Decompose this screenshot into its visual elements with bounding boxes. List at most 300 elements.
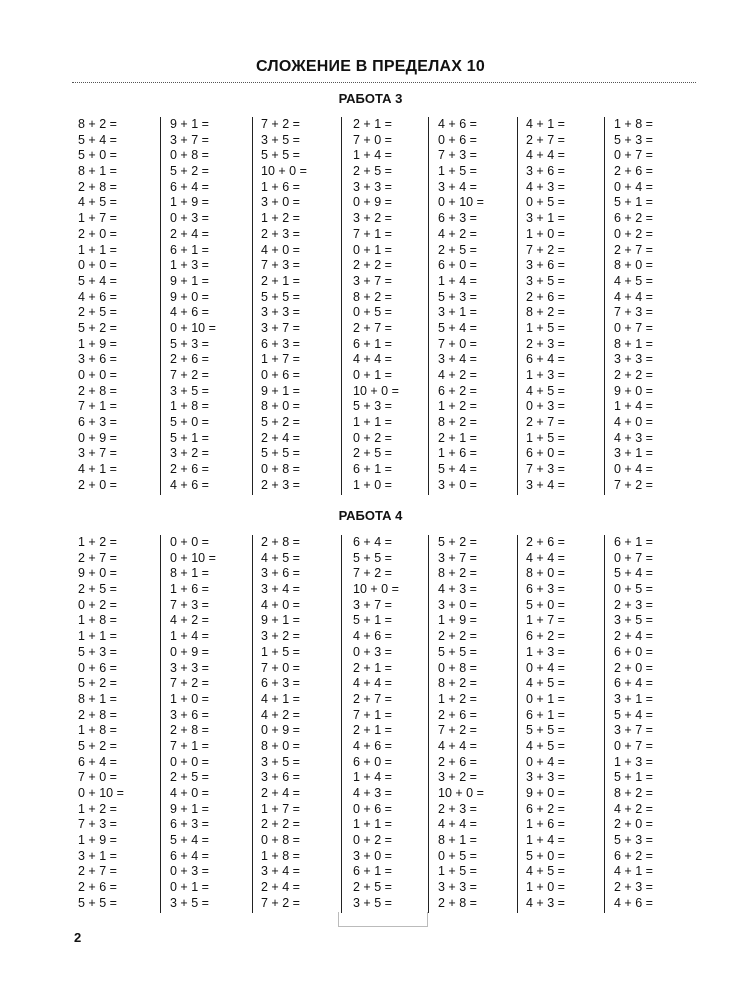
- equation: 2 + 8 =: [78, 383, 117, 398]
- column-divider: [604, 117, 605, 495]
- equation: 0 + 10 =: [170, 550, 216, 565]
- equation: 5 + 2 =: [78, 738, 117, 753]
- equation: 2 + 4 =: [261, 880, 300, 895]
- equation: 2 + 1 =: [438, 430, 477, 445]
- equation: 4 + 5 =: [614, 273, 653, 288]
- equation: 2 + 6 =: [170, 462, 209, 477]
- equation: 2 + 7 =: [353, 691, 392, 706]
- equation: 6 + 0 =: [526, 446, 565, 461]
- equation: 7 + 3 =: [614, 305, 653, 320]
- equation: 1 + 1 =: [353, 817, 392, 832]
- equation: 3 + 3 =: [526, 770, 565, 785]
- equation: 2 + 3 =: [438, 801, 477, 816]
- exercise-list: [170, 535, 255, 912]
- exercise-list: [614, 117, 698, 494]
- equation: 0 + 4 =: [526, 754, 565, 769]
- equation: 5 + 4 =: [438, 320, 477, 335]
- equation: 3 + 5 =: [353, 895, 392, 910]
- equation: 4 + 1 =: [526, 117, 565, 131]
- equation: 4 + 6 =: [78, 289, 117, 304]
- equation: 0 + 1 =: [526, 691, 565, 706]
- equation: 0 + 9 =: [261, 723, 300, 738]
- equation: 3 + 5 =: [170, 895, 209, 910]
- section-heading-3: РАБОТА 3: [338, 91, 403, 106]
- equation: 6 + 3 =: [526, 582, 565, 597]
- equation: 2 + 5 =: [78, 582, 117, 597]
- equation: 0 + 5 =: [438, 848, 477, 863]
- column-divider: [517, 535, 518, 913]
- exercise-column: [438, 535, 523, 912]
- equation: 0 + 3 =: [526, 399, 565, 414]
- equation: 1 + 5 =: [438, 864, 477, 879]
- equation: 4 + 3 =: [614, 430, 653, 445]
- equation: 7 + 3 =: [526, 462, 565, 477]
- equation: 7 + 2 =: [526, 242, 565, 257]
- equation: 6 + 4 =: [78, 754, 117, 769]
- equation: 5 + 4 =: [78, 273, 117, 288]
- equation: 4 + 2 =: [438, 226, 477, 241]
- equation: 8 + 2 =: [438, 676, 477, 691]
- equation: 0 + 1 =: [353, 242, 392, 257]
- equation: 7 + 0 =: [353, 132, 392, 147]
- equation: 4 + 6 =: [170, 305, 209, 320]
- exercise-list: [261, 535, 346, 912]
- equation: 0 + 6 =: [353, 801, 392, 816]
- equation: 0 + 6 =: [261, 368, 300, 382]
- equation: 2 + 4 =: [261, 430, 300, 445]
- equation: 5 + 0 =: [526, 597, 565, 612]
- equation: 5 + 3 =: [78, 644, 117, 659]
- exercise-column: [438, 117, 523, 494]
- equation: 0 + 6 =: [78, 660, 117, 675]
- equation: 2 + 1 =: [353, 117, 392, 131]
- equation: 6 + 2 =: [614, 211, 653, 226]
- equation: 2 + 8 =: [78, 707, 117, 722]
- equation: 3 + 7 =: [438, 550, 477, 565]
- equation: 3 + 1 =: [78, 848, 117, 863]
- equation: 1 + 6 =: [438, 446, 477, 461]
- section-heading-4: РАБОТА 4: [338, 508, 403, 523]
- equation: 0 + 5 =: [614, 582, 653, 597]
- equation: 0 + 0 =: [170, 754, 209, 769]
- dotted-divider: [72, 82, 696, 83]
- equation: 4 + 4 =: [353, 352, 392, 367]
- equation: 2 + 8 =: [78, 179, 117, 194]
- equation: 3 + 2 =: [438, 770, 477, 785]
- column-divider: [160, 535, 161, 913]
- equation: 2 + 6 =: [614, 164, 653, 179]
- equation: 5 + 4 =: [170, 833, 209, 848]
- equation: 1 + 4 =: [614, 399, 653, 414]
- equation: 1 + 4 =: [353, 148, 392, 163]
- equation: 3 + 4 =: [438, 179, 477, 194]
- equation: 3 + 7 =: [353, 597, 392, 612]
- equation: 3 + 6 =: [261, 566, 300, 581]
- equation: 8 + 0 =: [614, 258, 653, 273]
- equation: 3 + 6 =: [78, 352, 117, 367]
- equation: 2 + 4 =: [170, 226, 209, 241]
- equation: 3 + 3 =: [614, 352, 653, 367]
- equation: 4 + 2 =: [261, 707, 300, 722]
- equation: 5 + 1 =: [170, 430, 209, 445]
- equation: 5 + 0 =: [526, 848, 565, 863]
- equation: 2 + 5 =: [353, 164, 392, 179]
- equation: 10 + 0 =: [438, 786, 484, 800]
- equation: 1 + 0 =: [170, 691, 209, 706]
- equation: 3 + 6 =: [526, 164, 565, 179]
- equation: 7 + 2 =: [261, 117, 300, 131]
- equation: 0 + 5 =: [526, 195, 565, 210]
- equation: 0 + 1 =: [170, 880, 209, 895]
- equation: 2 + 0 =: [614, 817, 653, 832]
- equation: 3 + 6 =: [526, 258, 565, 273]
- equation: 7 + 3 =: [261, 258, 300, 273]
- equation: 2 + 3 =: [614, 880, 653, 895]
- equation: 1 + 3 =: [526, 644, 565, 659]
- equation: 7 + 2 =: [353, 566, 392, 581]
- equation: 3 + 5 =: [170, 383, 209, 398]
- equation: 1 + 5 =: [261, 644, 300, 659]
- equation: 5 + 1 =: [614, 770, 653, 785]
- equation: 5 + 5 =: [526, 723, 565, 738]
- equation: 6 + 1 =: [353, 336, 392, 351]
- equation: 1 + 3 =: [614, 754, 653, 769]
- equation: 2 + 6 =: [78, 880, 117, 895]
- equation: 0 + 7 =: [614, 148, 653, 163]
- equation: 2 + 1 =: [353, 660, 392, 675]
- equation: 1 + 8 =: [78, 723, 117, 738]
- equation: 3 + 7 =: [78, 446, 117, 461]
- equation: 2 + 1 =: [353, 723, 392, 738]
- equation: 3 + 0 =: [438, 597, 477, 612]
- equation: 2 + 0 =: [614, 660, 653, 675]
- equation: 8 + 2 =: [526, 305, 565, 320]
- equation: 1 + 9 =: [170, 195, 209, 210]
- equation: 0 + 0 =: [78, 368, 117, 382]
- equation: 1 + 0 =: [353, 477, 392, 492]
- equation: 6 + 3 =: [78, 415, 117, 430]
- equation: 8 + 1 =: [438, 833, 477, 848]
- equation: 1 + 4 =: [353, 770, 392, 785]
- equation: 9 + 1 =: [261, 383, 300, 398]
- equation: 7 + 2 =: [170, 368, 209, 382]
- equation: 6 + 2 =: [614, 848, 653, 863]
- equation: 4 + 3 =: [353, 786, 392, 800]
- equation: 5 + 5 =: [78, 895, 117, 910]
- equation: 1 + 2 =: [438, 691, 477, 706]
- equation: 6 + 4 =: [170, 848, 209, 863]
- exercise-column: [261, 117, 346, 494]
- equation: 1 + 7 =: [261, 352, 300, 367]
- equation: 6 + 1 =: [353, 462, 392, 477]
- equation: 5 + 3 =: [438, 289, 477, 304]
- equation: 3 + 5 =: [261, 132, 300, 147]
- equation: 6 + 1 =: [614, 535, 653, 549]
- equation: 4 + 4 =: [526, 148, 565, 163]
- equation: 4 + 0 =: [261, 597, 300, 612]
- equation: 8 + 2 =: [438, 415, 477, 430]
- equation: 0 + 8 =: [438, 660, 477, 675]
- equation: 3 + 3 =: [353, 179, 392, 194]
- equation: 2 + 4 =: [614, 629, 653, 644]
- exercise-column: [170, 117, 255, 494]
- equation: 0 + 4 =: [526, 660, 565, 675]
- equation: 5 + 3 =: [614, 132, 653, 147]
- equation: 8 + 0 =: [526, 566, 565, 581]
- exercise-column: [614, 117, 698, 494]
- equation: 0 + 6 =: [438, 132, 477, 147]
- equation: 2 + 8 =: [438, 895, 477, 910]
- equation: 2 + 3 =: [261, 477, 300, 492]
- equation: 5 + 5 =: [261, 289, 300, 304]
- equation: 0 + 8 =: [261, 833, 300, 848]
- exercise-column: [78, 535, 158, 912]
- equation: 3 + 2 =: [261, 629, 300, 644]
- equation: 3 + 5 =: [614, 613, 653, 628]
- equation: 7 + 1 =: [78, 399, 117, 414]
- equation: 4 + 3 =: [526, 895, 565, 910]
- equation: 3 + 7 =: [614, 723, 653, 738]
- equation: 3 + 4 =: [261, 582, 300, 597]
- equation: 9 + 0 =: [526, 786, 565, 800]
- equation: 6 + 3 =: [438, 211, 477, 226]
- column-divider: [252, 535, 253, 913]
- equation: 3 + 1 =: [526, 211, 565, 226]
- equation: 7 + 2 =: [170, 676, 209, 691]
- equation: 6 + 4 =: [614, 676, 653, 691]
- equation: 1 + 1 =: [78, 629, 117, 644]
- equation: 7 + 3 =: [170, 597, 209, 612]
- equation: 6 + 4 =: [170, 179, 209, 194]
- equation: 9 + 1 =: [170, 117, 209, 131]
- equation: 1 + 4 =: [526, 833, 565, 848]
- equation: 0 + 4 =: [614, 462, 653, 477]
- equation: 4 + 6 =: [614, 895, 653, 910]
- equation: 1 + 8 =: [78, 613, 117, 628]
- equation: 0 + 7 =: [614, 738, 653, 753]
- equation: 8 + 2 =: [438, 566, 477, 581]
- equation: 2 + 3 =: [526, 336, 565, 351]
- equation: 5 + 4 =: [614, 707, 653, 722]
- equation: 1 + 9 =: [438, 613, 477, 628]
- equation: 6 + 3 =: [170, 817, 209, 832]
- equation: 4 + 1 =: [78, 462, 117, 477]
- column-divider: [341, 117, 342, 495]
- equation: 2 + 7 =: [78, 864, 117, 879]
- equation: 9 + 1 =: [170, 801, 209, 816]
- equation: 4 + 5 =: [78, 195, 117, 210]
- equation: 1 + 2 =: [261, 211, 300, 226]
- equation: 0 + 8 =: [261, 462, 300, 477]
- equation: 3 + 4 =: [261, 864, 300, 879]
- equation: 3 + 5 =: [261, 754, 300, 769]
- column-divider: [604, 535, 605, 913]
- equation: 1 + 3 =: [526, 368, 565, 382]
- equation: 4 + 6 =: [170, 477, 209, 492]
- equation: 0 + 10 =: [78, 786, 124, 800]
- equation: 10 + 0 =: [353, 582, 399, 597]
- equation: 3 + 2 =: [170, 446, 209, 461]
- equation: 5 + 2 =: [170, 164, 209, 179]
- equation: 2 + 6 =: [526, 289, 565, 304]
- equation: 4 + 6 =: [353, 738, 392, 753]
- equation: 1 + 3 =: [170, 258, 209, 273]
- equation: 2 + 8 =: [170, 723, 209, 738]
- equation: 1 + 9 =: [78, 833, 117, 848]
- equation: 5 + 4 =: [438, 462, 477, 477]
- equation: 1 + 7 =: [261, 801, 300, 816]
- equation: 0 + 1 =: [353, 368, 392, 382]
- exercise-list: [438, 535, 523, 912]
- equation: 8 + 1 =: [614, 336, 653, 351]
- equation: 5 + 5 =: [438, 644, 477, 659]
- equation: 4 + 4 =: [526, 550, 565, 565]
- equation: 4 + 4 =: [353, 676, 392, 691]
- equation: 2 + 2 =: [438, 629, 477, 644]
- equation: 1 + 8 =: [261, 848, 300, 863]
- equation: 2 + 7 =: [78, 550, 117, 565]
- equation: 7 + 0 =: [261, 660, 300, 675]
- equation: 2 + 7 =: [526, 415, 565, 430]
- equation: 2 + 6 =: [170, 352, 209, 367]
- equation: 4 + 4 =: [614, 289, 653, 304]
- equation: 1 + 5 =: [438, 164, 477, 179]
- equation: 6 + 2 =: [526, 629, 565, 644]
- equation: 10 + 0 =: [353, 383, 399, 398]
- equation: 4 + 3 =: [526, 179, 565, 194]
- exercise-column: [526, 117, 611, 494]
- equation: 6 + 0 =: [614, 644, 653, 659]
- equation: 2 + 2 =: [353, 258, 392, 273]
- equation: 6 + 0 =: [353, 754, 392, 769]
- equation: 2 + 4 =: [261, 786, 300, 800]
- equation: 3 + 1 =: [438, 305, 477, 320]
- equation: 2 + 2 =: [614, 368, 653, 382]
- equation: 2 + 6 =: [438, 754, 477, 769]
- equation: 1 + 2 =: [78, 535, 117, 549]
- equation: 1 + 6 =: [170, 582, 209, 597]
- equation: 8 + 0 =: [261, 738, 300, 753]
- equation: 6 + 4 =: [353, 535, 392, 549]
- equation: 0 + 2 =: [353, 430, 392, 445]
- equation: 7 + 2 =: [438, 723, 477, 738]
- equation: 6 + 1 =: [353, 864, 392, 879]
- equation: 5 + 4 =: [614, 566, 653, 581]
- page-title: СЛОЖЕНИЕ В ПРЕДЕЛАХ 10: [256, 58, 485, 75]
- equation: 0 + 0 =: [78, 258, 117, 273]
- equation: 4 + 4 =: [438, 817, 477, 832]
- equation: 0 + 2 =: [78, 597, 117, 612]
- equation: 4 + 2 =: [170, 613, 209, 628]
- equation: 6 + 3 =: [261, 676, 300, 691]
- equation: 0 + 7 =: [614, 320, 653, 335]
- equation: 2 + 0 =: [78, 477, 117, 492]
- exercise-column: [526, 535, 611, 912]
- equation: 3 + 6 =: [170, 707, 209, 722]
- equation: 5 + 4 =: [78, 132, 117, 147]
- equation: 0 + 3 =: [170, 864, 209, 879]
- equation: 4 + 2 =: [614, 801, 653, 816]
- equation: 7 + 1 =: [353, 226, 392, 241]
- equation: 0 + 4 =: [614, 179, 653, 194]
- equation: 2 + 7 =: [614, 242, 653, 257]
- equation: 0 + 10 =: [438, 195, 484, 210]
- equation: 4 + 5 =: [261, 550, 300, 565]
- equation: 4 + 5 =: [526, 864, 565, 879]
- equation: 4 + 1 =: [614, 864, 653, 879]
- column-divider: [428, 117, 429, 495]
- equation: 5 + 2 =: [78, 320, 117, 335]
- equation: 4 + 0 =: [614, 415, 653, 430]
- exercise-column: [170, 535, 255, 912]
- equation: 0 + 3 =: [353, 644, 392, 659]
- exercise-list: [170, 117, 255, 494]
- equation: 3 + 7 =: [261, 320, 300, 335]
- equation: 0 + 2 =: [614, 226, 653, 241]
- exercise-list: [526, 535, 611, 912]
- equation: 5 + 1 =: [353, 613, 392, 628]
- equation: 7 + 1 =: [353, 707, 392, 722]
- equation: 1 + 6 =: [526, 817, 565, 832]
- equation: 3 + 7 =: [170, 132, 209, 147]
- equation: 2 + 5 =: [78, 305, 117, 320]
- equation: 2 + 5 =: [353, 446, 392, 461]
- equation: 2 + 3 =: [261, 226, 300, 241]
- exercise-list: [526, 117, 611, 494]
- equation: 4 + 0 =: [170, 786, 209, 800]
- equation: 0 + 9 =: [353, 195, 392, 210]
- exercise-column: [353, 117, 433, 494]
- equation: 0 + 9 =: [78, 430, 117, 445]
- equation: 4 + 3 =: [438, 582, 477, 597]
- equation: 0 + 0 =: [170, 535, 209, 549]
- exercise-list: [261, 117, 346, 494]
- equation: 1 + 9 =: [78, 336, 117, 351]
- equation: 1 + 8 =: [614, 117, 653, 131]
- equation: 2 + 6 =: [438, 707, 477, 722]
- equation: 0 + 8 =: [170, 148, 209, 163]
- equation: 9 + 0 =: [170, 289, 209, 304]
- equation: 7 + 0 =: [438, 336, 477, 351]
- equation: 0 + 9 =: [170, 644, 209, 659]
- exercise-list: [78, 117, 158, 494]
- equation: 8 + 1 =: [78, 691, 117, 706]
- equation: 2 + 6 =: [526, 535, 565, 549]
- equation: 2 + 5 =: [170, 770, 209, 785]
- equation: 7 + 0 =: [78, 770, 117, 785]
- equation: 1 + 5 =: [526, 320, 565, 335]
- page-tab-stub: [338, 912, 428, 927]
- equation: 1 + 6 =: [261, 179, 300, 194]
- equation: 0 + 7 =: [614, 550, 653, 565]
- equation: 2 + 8 =: [261, 535, 300, 549]
- equation: 1 + 1 =: [353, 415, 392, 430]
- equation: 5 + 1 =: [614, 195, 653, 210]
- equation: 3 + 0 =: [438, 477, 477, 492]
- equation: 6 + 0 =: [438, 258, 477, 273]
- equation: 6 + 3 =: [261, 336, 300, 351]
- equation: 3 + 3 =: [261, 305, 300, 320]
- equation: 2 + 0 =: [78, 226, 117, 241]
- equation: 1 + 0 =: [526, 880, 565, 895]
- column-divider: [160, 117, 161, 495]
- equation: 2 + 2 =: [261, 817, 300, 832]
- exercise-list: [438, 117, 523, 494]
- equation: 8 + 1 =: [78, 164, 117, 179]
- equation: 4 + 5 =: [526, 738, 565, 753]
- equation: 7 + 3 =: [78, 817, 117, 832]
- equation: 4 + 0 =: [261, 242, 300, 257]
